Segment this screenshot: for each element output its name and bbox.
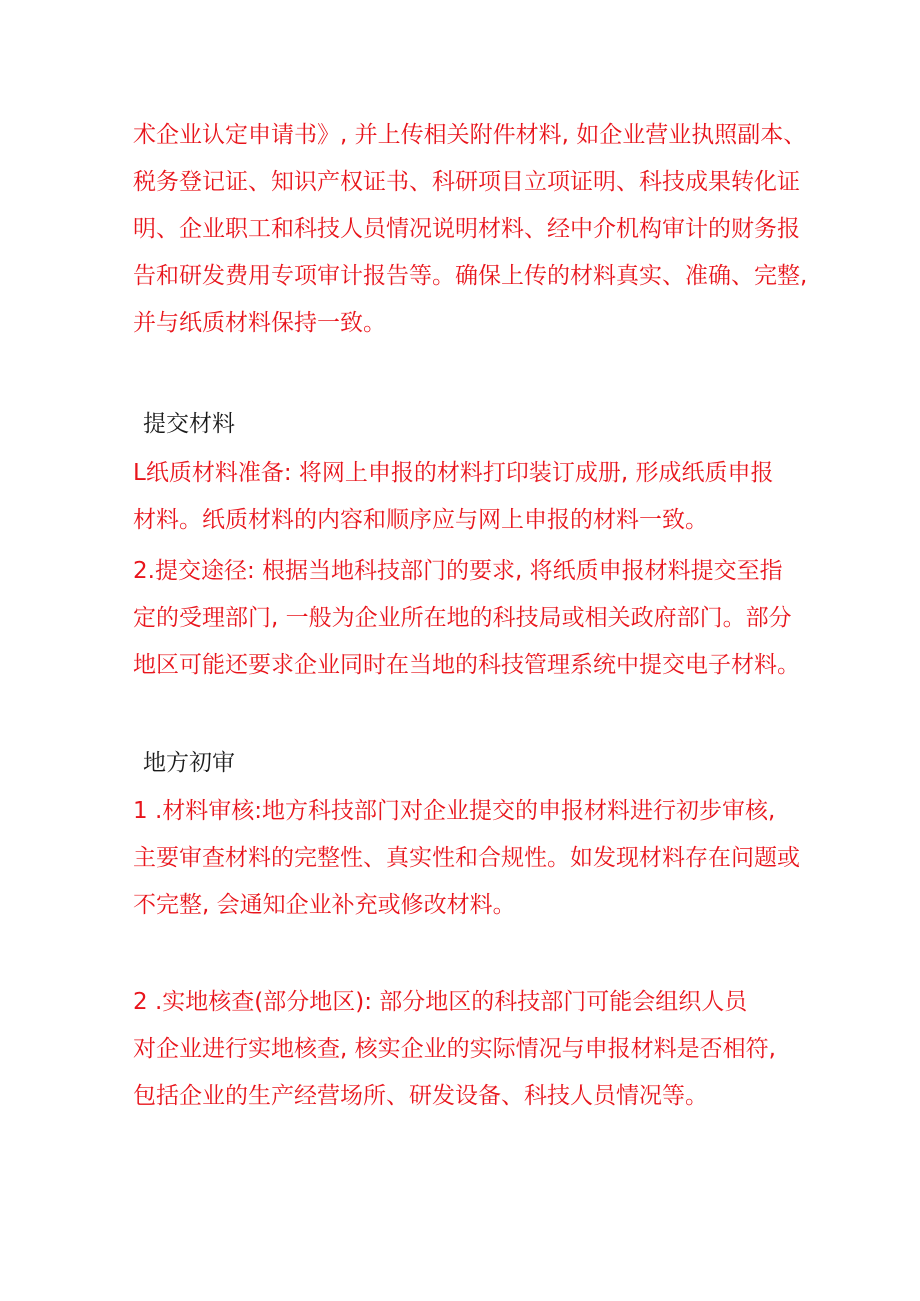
intro-paragraph (133, 112, 808, 347)
review-item-1-line: 不完整, 会通知企业补充或修改材料。 (133, 892, 516, 918)
section-heading-review: 地方初审 (143, 750, 235, 776)
review-item-2-line: 对企业进行实地核查, 核实企业的实际情况与申报材料是否相符, (133, 1036, 776, 1062)
intro-line: 税务登记证、知识产权证书、科研项目立项证明、科技成果转化证 (133, 169, 800, 195)
review-item-1-line: 1 .材料审核:地方科技部门对企业提交的申报材料进行初步审核, (133, 798, 776, 824)
submit-item-1 (133, 450, 803, 544)
review-item-2-line: 包括企业的生产经营场所、研发设备、科技人员情况等。 (133, 1083, 708, 1109)
submit-item-1-line: 材料。纸质材料的内容和顺序应与网上申报的材料一致。 (133, 507, 708, 533)
section-heading-submit: 提交材料 (143, 411, 235, 437)
review-item-2 (133, 979, 803, 1120)
review-item-1-line: 主要审查材料的完整性、真实性和合规性。如发现材料存在问题或 (133, 845, 800, 871)
intro-line: 明、企业职工和科技人员情况说明材料、经中介机构审计的财务报 (133, 216, 800, 242)
submit-item-2-line: 定的受理部门, 一般为企业所在地的科技局或相关政府部门。部分 (133, 605, 792, 631)
submit-item-2-line: 地区可能还要求企业同时在当地的科技管理系统中提交电子材料。 (133, 652, 800, 678)
submit-item-2 (133, 548, 803, 689)
intro-line: 告和研发费用专项审计报告等。确保上传的材料真实、准确、完整, (133, 263, 808, 289)
intro-line: 术企业认定申请书》, 并上传相关附件材料, 如企业营业执照副本、 (133, 122, 807, 148)
review-item-1 (133, 788, 803, 929)
intro-line: 并与纸质材料保持一致。 (133, 310, 386, 336)
submit-item-2-line: 2.提交途径: 根据当地科技部门的要求, 将纸质申报材料提交至指 (133, 558, 783, 584)
submit-item-1-line: L纸质材料准备: 将网上申报的材料打印装订成册, 形成纸质申报 (133, 460, 774, 486)
review-item-2-line: 2 .实地核查(部分地区): 部分地区的科技部门可能会组织人员 (133, 989, 748, 1015)
